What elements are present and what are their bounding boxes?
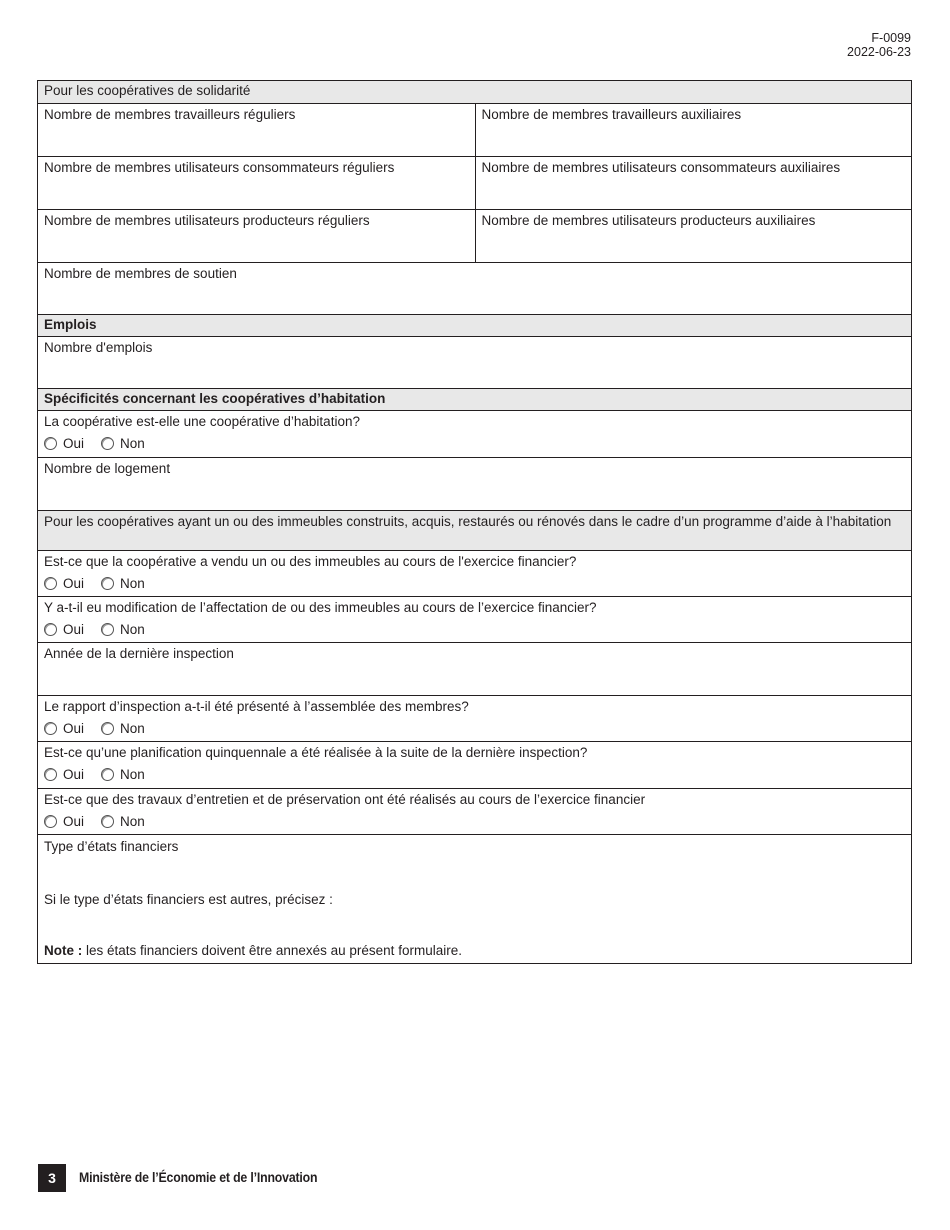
ministry-name: Ministère de l’Économie et de l’Innovation bbox=[79, 1169, 318, 1185]
jobs-count-field[interactable]: Nombre d'emplois bbox=[38, 337, 911, 389]
jobs-section-header: Emplois bbox=[38, 315, 911, 337]
sold-question: Est-ce que la coopérative a vendu un ou des immeubles au cours de l'exercice financier? Oui Non bbox=[38, 551, 911, 597]
support-members-field[interactable]: Nombre de membres de soutien bbox=[38, 263, 911, 315]
radio-circle-icon bbox=[101, 437, 114, 450]
workers-regular-field[interactable]: Nombre de membres travailleurs réguliers bbox=[44, 107, 296, 122]
financial-type-field[interactable]: Type d’états financiers bbox=[44, 839, 179, 854]
housing-section-header: Spécificités concernant les coopératives d’habitation bbox=[38, 389, 911, 411]
sold-no-radio[interactable]: Non bbox=[101, 576, 145, 591]
housing-question bbox=[38, 411, 911, 458]
program-section-header: Pour les coopératives ayant un ou des immeubles construits, acquis, restaurés ou rénovés dans le cadre d’un programme d’aide à l’habitation bbox=[38, 511, 911, 551]
producers-auxiliary-field[interactable]: Nombre de membres utilisateurs producteurs auxiliaires bbox=[475, 210, 912, 262]
sold-yes-radio[interactable]: Oui bbox=[44, 576, 84, 591]
report-no-radio[interactable]: Non bbox=[101, 721, 145, 736]
radio-circle-icon bbox=[101, 815, 114, 828]
housing-units-field[interactable]: Nombre de logement bbox=[38, 458, 911, 511]
consumers-row bbox=[38, 157, 911, 210]
planning-yes-radio[interactable]: Oui bbox=[44, 767, 84, 782]
housing-question-label: La coopérative est-elle une coopérative d’habitation? bbox=[44, 414, 360, 429]
financial-statements-section bbox=[38, 835, 911, 963]
financial-note: Note : les états financiers doivent être annexés au présent formulaire. bbox=[44, 943, 462, 958]
report-yes-radio[interactable]: Oui bbox=[44, 721, 84, 736]
financial-other-field[interactable]: Si le type d’états financiers est autres, précisez : bbox=[44, 892, 333, 907]
consumers-regular-field[interactable]: Nombre de membres utilisateurs consommateurs réguliers bbox=[44, 160, 395, 175]
producers-regular-field[interactable]: Nombre de membres utilisateurs producteurs réguliers bbox=[44, 213, 370, 228]
radio-circle-icon bbox=[101, 768, 114, 781]
form-date: 2022-06-23 bbox=[847, 45, 911, 59]
form-code bbox=[847, 31, 911, 59]
planning-no-radio[interactable]: Non bbox=[101, 767, 145, 782]
form-table bbox=[37, 80, 912, 964]
radio-circle-icon bbox=[44, 768, 57, 781]
producers-row bbox=[38, 210, 911, 263]
workers-row bbox=[38, 104, 911, 157]
page-number: 3 bbox=[38, 1164, 66, 1192]
radio-circle-icon bbox=[101, 577, 114, 590]
consumers-auxiliary-field[interactable]: Nombre de membres utilisateurs consommateurs auxiliaires bbox=[475, 157, 912, 209]
workers-auxiliary-field[interactable]: Nombre de membres travailleurs auxiliaires bbox=[475, 104, 912, 156]
housing-no-radio[interactable]: Non bbox=[101, 436, 145, 451]
maintenance-no-radio[interactable]: Non bbox=[101, 814, 145, 829]
radio-circle-icon bbox=[44, 437, 57, 450]
radio-circle-icon bbox=[44, 577, 57, 590]
housing-yes-radio[interactable]: Oui bbox=[44, 436, 84, 451]
radio-circle-icon bbox=[101, 623, 114, 636]
solidarity-section-header: Pour les coopératives de solidarité bbox=[38, 81, 911, 104]
planning-question: Est-ce qu’une planification quinquennale a été réalisée à la suite de la dernière inspection? Oui Non bbox=[38, 742, 911, 789]
radio-circle-icon bbox=[44, 722, 57, 735]
assignment-yes-radio[interactable]: Oui bbox=[44, 622, 84, 637]
radio-circle-icon bbox=[44, 623, 57, 636]
assignment-question: Y a-t-il eu modification de l’affectation de ou des immeubles au cours de l’exercice financier? Oui Non bbox=[38, 597, 911, 643]
report-question: Le rapport d’inspection a-t-il été présenté à l’assemblée des membres? Oui Non bbox=[38, 696, 911, 742]
radio-circle-icon bbox=[44, 815, 57, 828]
inspection-year-field[interactable]: Année de la dernière inspection bbox=[38, 643, 911, 696]
housing-radio-group bbox=[44, 436, 905, 451]
maintenance-yes-radio[interactable]: Oui bbox=[44, 814, 84, 829]
maintenance-question: Est-ce que des travaux d’entretien et de préservation ont été réalisés au cours de l’exercice financier Oui Non bbox=[38, 789, 911, 835]
form-number: F-0099 bbox=[871, 31, 911, 45]
radio-circle-icon bbox=[101, 722, 114, 735]
assignment-no-radio[interactable]: Non bbox=[101, 622, 145, 637]
